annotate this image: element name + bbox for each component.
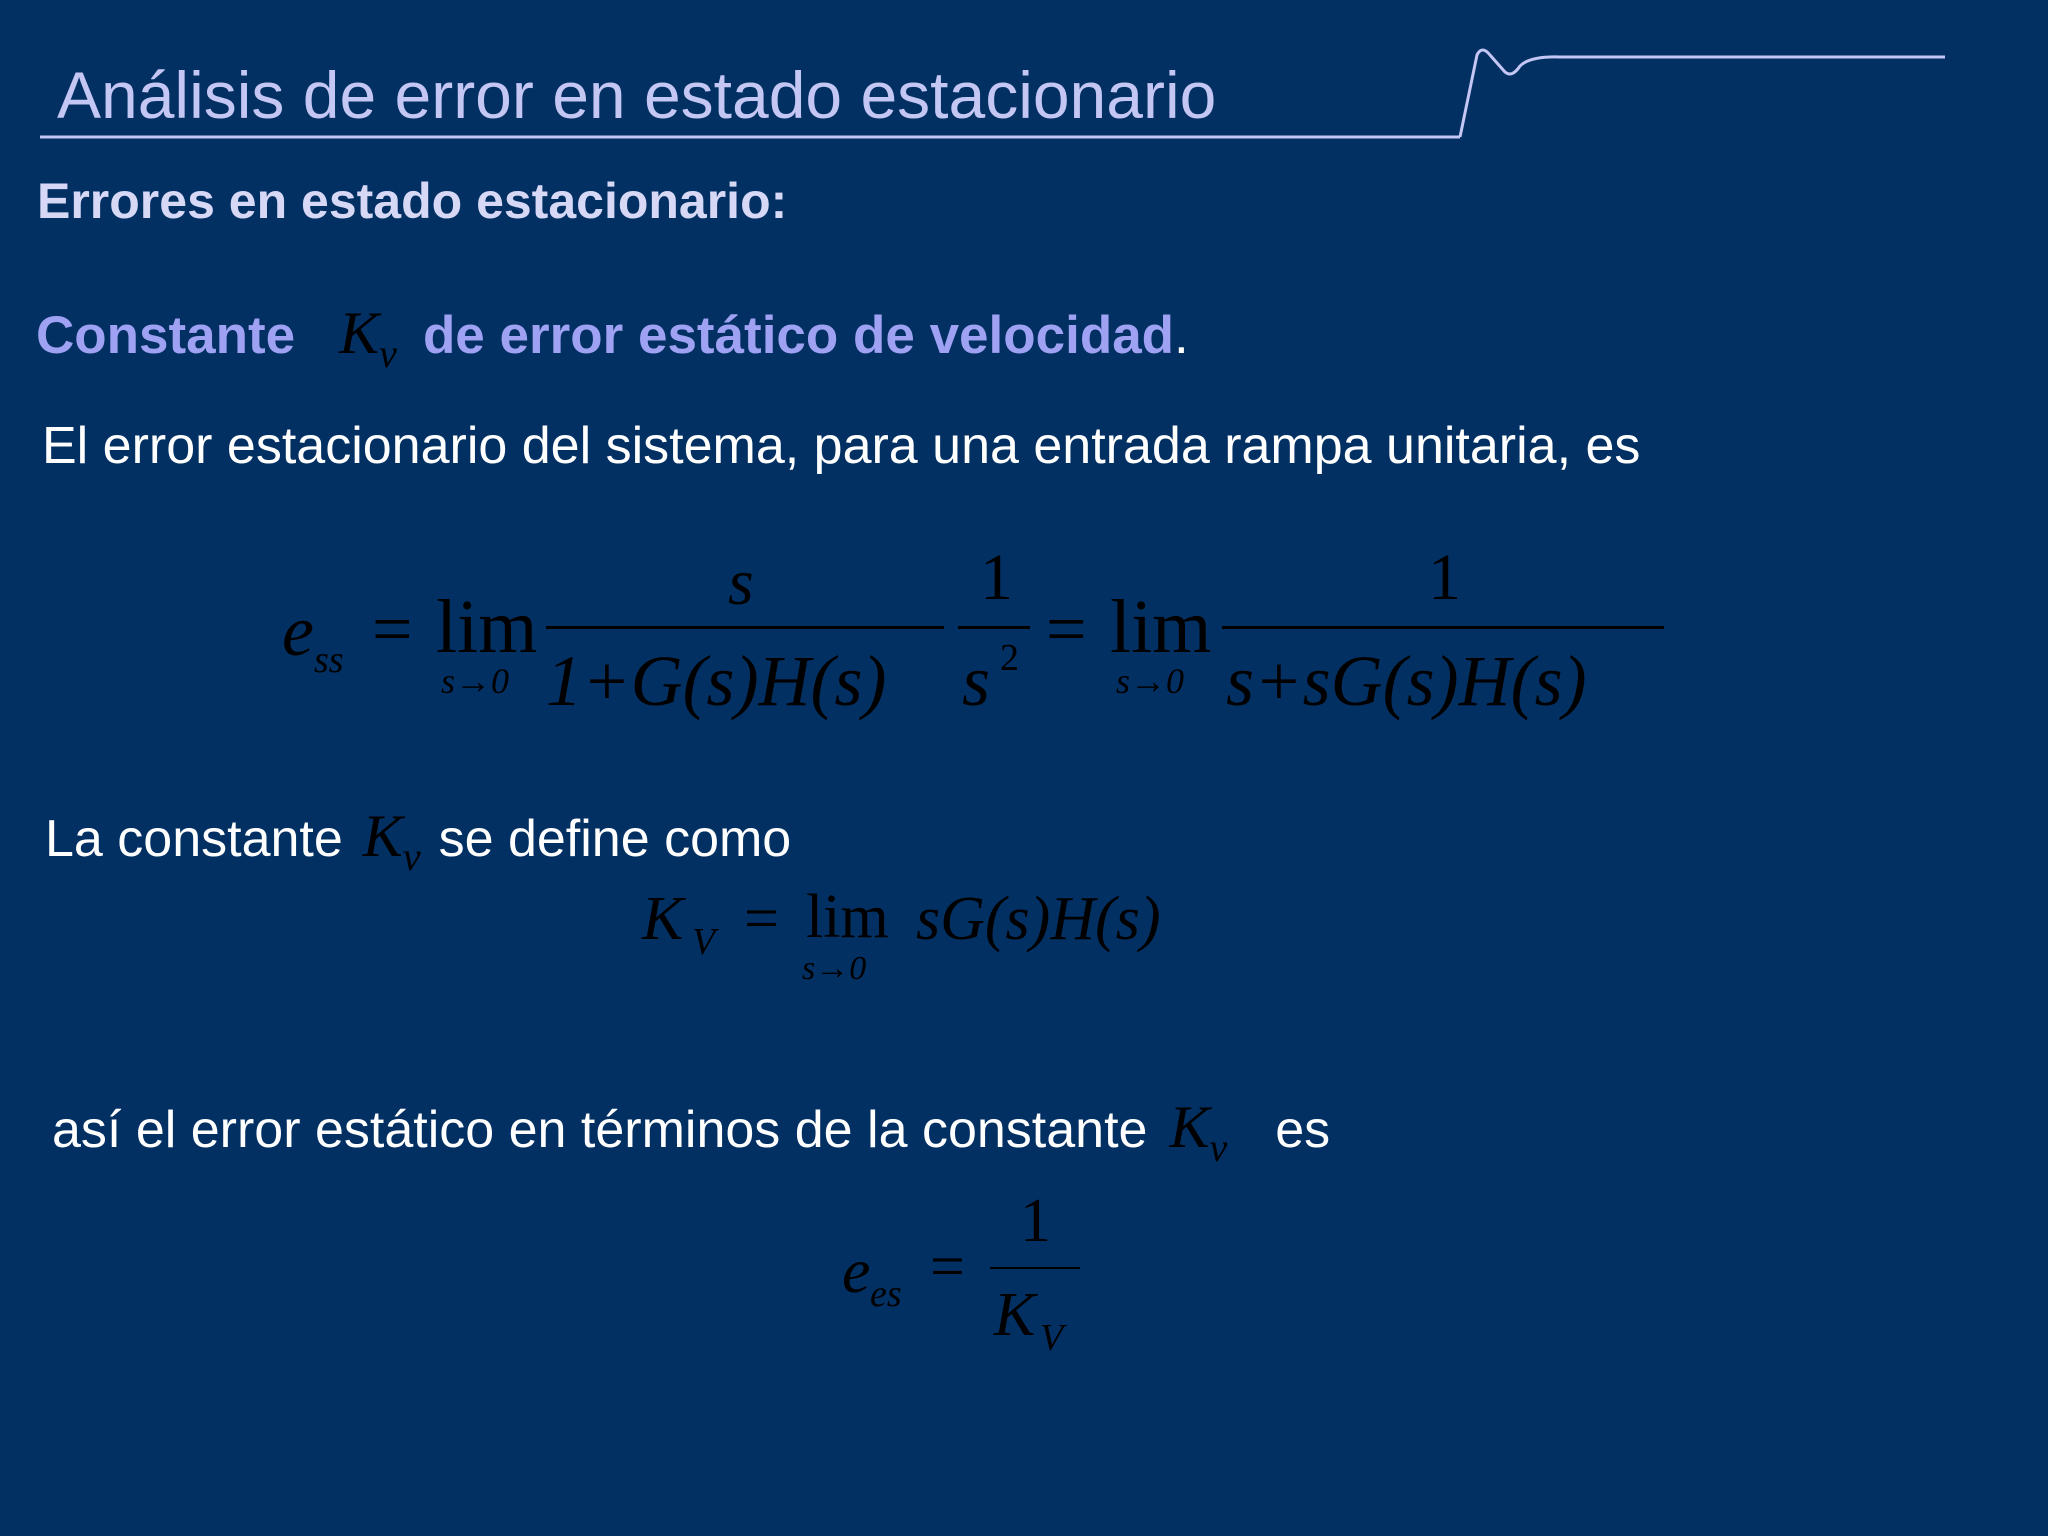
kv-symbol xyxy=(339,300,397,376)
kv-symbol-letter: K xyxy=(339,300,380,366)
kv-symbol-sub: v xyxy=(1209,1125,1228,1170)
ess-lhs: e xyxy=(282,591,314,671)
kv-lim: lim xyxy=(806,883,889,951)
ess-frac2-num: 1 xyxy=(980,541,1013,614)
paragraph-static-error xyxy=(52,1094,1331,1170)
kv-symbol-letter: K xyxy=(1169,1094,1210,1160)
ess-frac3-num: 1 xyxy=(1428,541,1461,614)
ees-equals: = xyxy=(930,1233,965,1301)
ess-lim: lim xyxy=(436,585,538,669)
ess-equals: = xyxy=(372,589,413,669)
ess-frac1-num: s xyxy=(728,546,754,619)
step-response-curve-icon xyxy=(1460,50,1945,137)
kv-symbol-sub: v xyxy=(402,834,421,879)
heading-prefix: Constante xyxy=(36,306,296,365)
kv-heading xyxy=(36,300,1189,376)
kv-lhs-sub: V xyxy=(692,921,716,963)
ess-lim-2: lim xyxy=(1110,585,1212,669)
kv-symbol-letter: K xyxy=(362,803,403,869)
paragraph-ramp-error: El error estacionario del sistema, para una entrada rampa unitaria, es xyxy=(42,417,1641,475)
kv-rhs: sG(s)H(s) xyxy=(916,885,1161,953)
slide-title: Análisis de error en estado estacionario xyxy=(57,58,1217,132)
ees-num: 1 xyxy=(1020,1187,1051,1255)
kv-lhs: K xyxy=(642,885,684,953)
ess-lim-sub: s→0 xyxy=(441,661,510,701)
p2-prefix: La constante xyxy=(45,810,343,868)
ees-den-sub: V xyxy=(1040,1317,1064,1359)
ess-frac3-den: s+sG(s)H(s) xyxy=(1226,641,1587,721)
ess-lhs-sub: ss xyxy=(314,639,344,681)
ess-lim-2-sub: s→0 xyxy=(1116,661,1185,701)
ees-lhs-sub: es xyxy=(870,1273,902,1315)
section-subtitle: Errores en estado estacionario: xyxy=(37,173,788,229)
ees-lhs: e xyxy=(842,1235,871,1306)
kv-symbol xyxy=(362,803,421,879)
kv-lim-sub: s→0 xyxy=(802,950,867,987)
heading-period: . xyxy=(1174,306,1189,365)
p3-suffix: es xyxy=(1275,1101,1331,1159)
paragraph-kv-definition xyxy=(45,803,792,879)
kv-symbol-sub: v xyxy=(379,331,397,376)
kv-equals: = xyxy=(744,885,779,953)
ess-frac2-den: s xyxy=(962,641,991,721)
kv-symbol xyxy=(1169,1094,1228,1170)
p3-prefix: así el error estático en términos de la constante xyxy=(52,1101,1148,1159)
p2-suffix: se define como xyxy=(438,810,792,868)
ess-equals-2: = xyxy=(1046,589,1087,669)
heading-suffix: de error estático de velocidad xyxy=(422,306,1175,365)
ess-frac2-exp: 2 xyxy=(1000,637,1019,679)
ees-den: K xyxy=(994,1281,1036,1349)
ess-frac1-den: 1+G(s)H(s) xyxy=(546,641,887,721)
